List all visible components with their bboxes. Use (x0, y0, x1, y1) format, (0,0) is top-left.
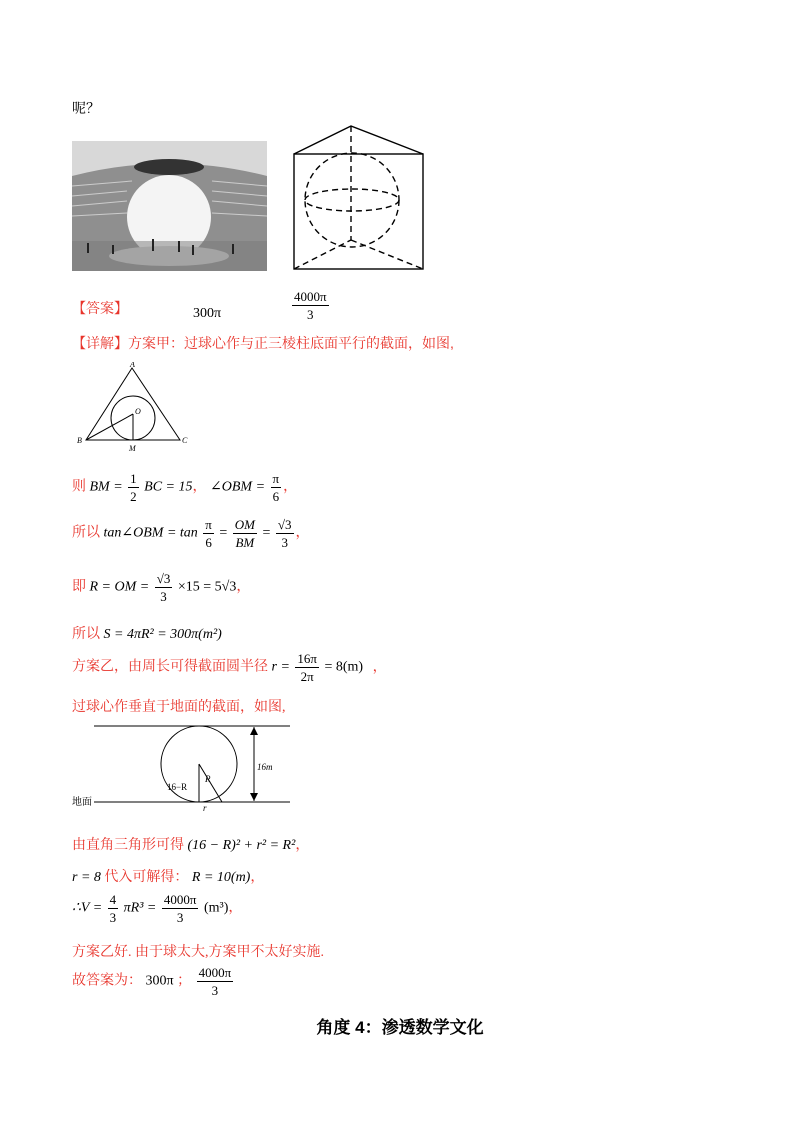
height-label: 16m (257, 762, 273, 772)
l2-frac-num: 1 (130, 471, 137, 486)
l12-prefix: 故答案为： (72, 973, 142, 989)
l12-f-num: 4000π (198, 965, 232, 980)
detail-line-2 (72, 472, 297, 503)
ground-label: 地面 (72, 797, 92, 808)
label-o: O (135, 407, 141, 416)
l10-f1-den: 3 (109, 910, 117, 925)
l8-math: (16 − R)² + r² = R² (187, 838, 296, 853)
l6-end: ， (372, 659, 387, 675)
detail-line-7: 过球心作垂直于地面的截面，如图, (72, 700, 286, 715)
l2-math-a: BM = (89, 479, 123, 495)
detail-line-5 (72, 623, 222, 643)
detail-line-4 (72, 572, 250, 603)
answer-value-2-den: 3 (307, 307, 314, 322)
l3-prefix: 所以 (72, 525, 100, 541)
photo-illustration (72, 141, 267, 271)
l4-math-b: ×15 = 5√3 (177, 579, 237, 595)
l2-math-c: ∠OBM = (210, 479, 266, 495)
l6-prefix: 方案乙，由周长可得截面圆半径 (72, 659, 268, 675)
l2-prefix: 则 (72, 479, 86, 495)
l8-end: ， (295, 838, 310, 853)
l6-f-den: 2π (300, 669, 314, 684)
detail-line-3 (72, 518, 310, 549)
l10-end: ， (228, 900, 243, 916)
l2-frac2-den: 6 (272, 489, 280, 504)
l4-end: ， (236, 579, 251, 595)
l6-math-b: = 8(m) (324, 659, 364, 675)
l2-end: ， (283, 479, 298, 495)
answer-value-2 (290, 290, 331, 321)
l6-f-num: 16π (297, 651, 317, 666)
l10-math-a: ∴V = (72, 900, 103, 916)
label-m: M (129, 444, 136, 453)
l3-f1-den: 6 (205, 535, 212, 550)
l4-math-a: R = OM = (89, 579, 150, 595)
l5-math: S = 4πR² = 300π(m²) (103, 627, 222, 642)
l10-math-c: (m³) (203, 900, 229, 916)
detail-line-8 (72, 834, 309, 854)
l3-eq: = (219, 525, 228, 541)
l10-f2-num: 4000π (163, 892, 197, 907)
l4-prefix: 即 (72, 579, 86, 595)
prism-sphere-figure (291, 122, 429, 272)
detail-label: 【详解】 (72, 335, 128, 351)
l3-f3-den: 3 (281, 535, 288, 550)
l12-sep: ； (177, 973, 192, 989)
answer-label: 【答案】 (72, 300, 128, 316)
section-heading: 角度 4：渗透数学文化 (316, 1018, 484, 1037)
l12-f-den: 3 (211, 983, 219, 998)
answer-value-1-text: 300π (193, 306, 222, 321)
l3-f3-num: √3 (277, 517, 292, 532)
l10-math-b: πR³ = (123, 900, 157, 916)
detail-line-9 (72, 866, 264, 886)
l4-f-num: √3 (156, 571, 171, 586)
l2-frac2-num: π (272, 471, 280, 486)
l2-frac-den: 2 (130, 489, 137, 504)
r-label: r (203, 803, 207, 813)
l9-math-a: r = 8 (72, 870, 101, 885)
l9-mid: 代入可解得： (104, 870, 189, 885)
l9-end: ， (250, 870, 265, 885)
l6-math-a: r = (271, 659, 290, 675)
detail-line-12 (72, 966, 235, 997)
circle-ground-figure (72, 722, 302, 814)
detail-line-10 (72, 893, 242, 924)
label-c: C (182, 436, 188, 445)
l3-f2-den: BM (235, 535, 255, 550)
l5-prefix: 所以 (72, 627, 100, 642)
library-sphere-photo (72, 141, 267, 271)
detail-line-1: 方案甲：过球心作与正三棱柱底面平行的截面，如图, (128, 335, 454, 351)
answer-value-1 (193, 306, 221, 322)
triangle-incircle-figure (72, 362, 192, 454)
l10-f1-num: 4 (109, 892, 117, 907)
l3-end: ， (295, 525, 310, 541)
l3-f2-num: OM (234, 517, 255, 532)
l10-f2-den: 3 (176, 910, 184, 925)
l3-f1-num: π (205, 517, 212, 532)
l4-f-den: 3 (160, 589, 167, 604)
l9-math-b: R = 10(m) (191, 870, 251, 885)
leg-label: 16−R (167, 782, 188, 792)
label-a: A (130, 362, 135, 369)
l8-prefix: 由直角三角形可得 (72, 838, 184, 853)
radius-label: R (205, 774, 211, 784)
detail-intro (72, 333, 454, 353)
l3-eq2: = (262, 525, 271, 541)
l3-math-a: tan∠OBM = tan (103, 525, 198, 541)
answer-value-2-num: 4000π (294, 289, 327, 304)
l12-v1: 300π (145, 973, 174, 989)
label-b: B (77, 436, 82, 445)
l2-sep: ， (192, 479, 207, 495)
detail-line-6 (72, 652, 387, 683)
continuation-text: 呢？ (72, 102, 100, 117)
l2-math-b: BC = 15 (144, 479, 193, 495)
detail-line-11: 方案乙好. 由于球太大,方案甲不太好实施. (72, 945, 324, 960)
